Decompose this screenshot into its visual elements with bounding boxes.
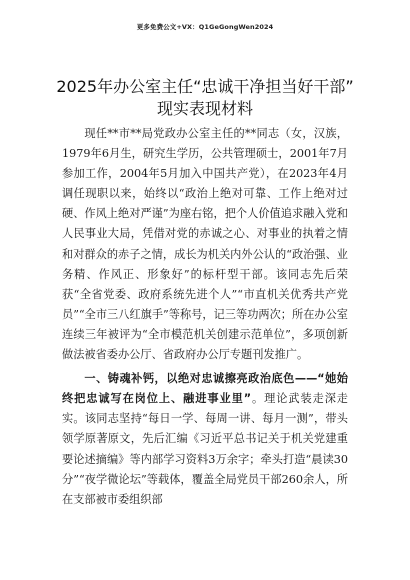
page-title — [0, 76, 410, 120]
document-body — [62, 124, 348, 510]
section-1-text: 。理论武装走深走实。该同志坚持“每日一学、每周一讲、每月一测”，带头领学原著原文，先后汇编《习近平总书记关于机关党建重要论述摘编》等内部学习资料3万余字；牵头打造“晨读30分”“夜学微论坛”等载体，覆盖全局党员干部260余人，所在支部被市委组织部 — [62, 392, 348, 506]
section-1 — [62, 369, 348, 510]
title-line-1: 2025年办公室主任“忠诚干净担当好干部” — [56, 77, 354, 96]
title-line-2: 现实表现材料 — [156, 99, 253, 118]
header-note: 更多免费公文+VX：Q1GeGongWen2024 — [136, 23, 274, 31]
section-1-heading: 一、铸魂补钙，以绝对忠诚擦亮政治底色——“她始终把忠诚写在岗位上、融进事业里” — [62, 372, 348, 406]
paragraph-intro: 现任**市**局党政办公室主任的**同志（女，汉族，1979年6月生，研究生学历，公共管理硕士，2001年7月参加工作，2004年5月加入中国共产党），在2023年4月调任现职以来，始终以“政治上绝对可靠、工作上绝对过硬、作风上绝对严谨”为座右铭，把个人价值追求融入党和人民事业大局，凭借对党的赤诚之心、对事业的执着之情和对群众的赤子之情，成长为机关内外公认的“政治强、业务精、作风正、形象好”的标杆型干部。该同志先后荣获“全省党委、政府系统先进个人”“市直机关优秀共产党员”“全市三八红旗手”等称号，记三等功两次；所在办公室连续三年被评为“全市模范机关创建示范单位”，多项创新做法被省委办公厅、省政府办公厅专题刊发推广。 — [62, 127, 348, 362]
